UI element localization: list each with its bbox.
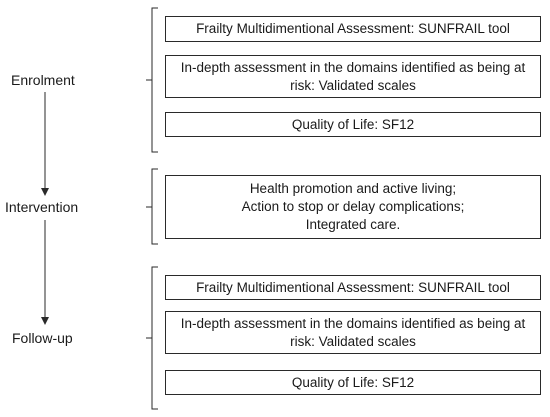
intervention-line-health-promotion: Health promotion and active living; [249,181,457,196]
follow-up-quality-of-life-box [165,370,541,395]
stage-label-follow-up: Follow-up [12,330,73,346]
stage-label-intervention: Intervention [5,199,79,215]
intervention-line-integrated-care: Integrated care. [305,217,401,232]
follow-up-frailty-assessment-box [165,275,541,300]
follow-up-in-depth-assessment-text: In-depth assessment in the domains identified as being at risk: Validated scales [180,315,526,349]
intervention-line-action-complications: Action to stop or delay complications; [241,199,465,214]
enrolment-quality-of-life-box [165,112,541,137]
enrolment-quality-of-life-text: Quality of Life: SF12 [291,116,415,132]
follow-up-in-depth-assessment-box [165,311,541,354]
stage-label-enrolment: Enrolment [11,72,75,88]
enrolment-bracket [146,8,158,152]
follow-up-quality-of-life-text: Quality of Life: SF12 [291,374,415,390]
follow-up-bracket [146,267,158,409]
enrolment-frailty-assessment-text: Frailty Multidimentional Assessment: SUNFRAIL tool [196,21,510,36]
intervention-bracket [146,169,158,244]
enrolment-in-depth-assessment-box [165,55,541,98]
enrolment-frailty-assessment-box [165,16,541,42]
intervention-box [165,175,541,239]
follow-up-frailty-assessment-text: Frailty Multidimentional Assessment: SUNFRAIL tool [196,279,510,295]
enrolment-in-depth-assessment-text: In-depth assessment in the domains identified as being at risk: Validated scales [180,59,526,93]
